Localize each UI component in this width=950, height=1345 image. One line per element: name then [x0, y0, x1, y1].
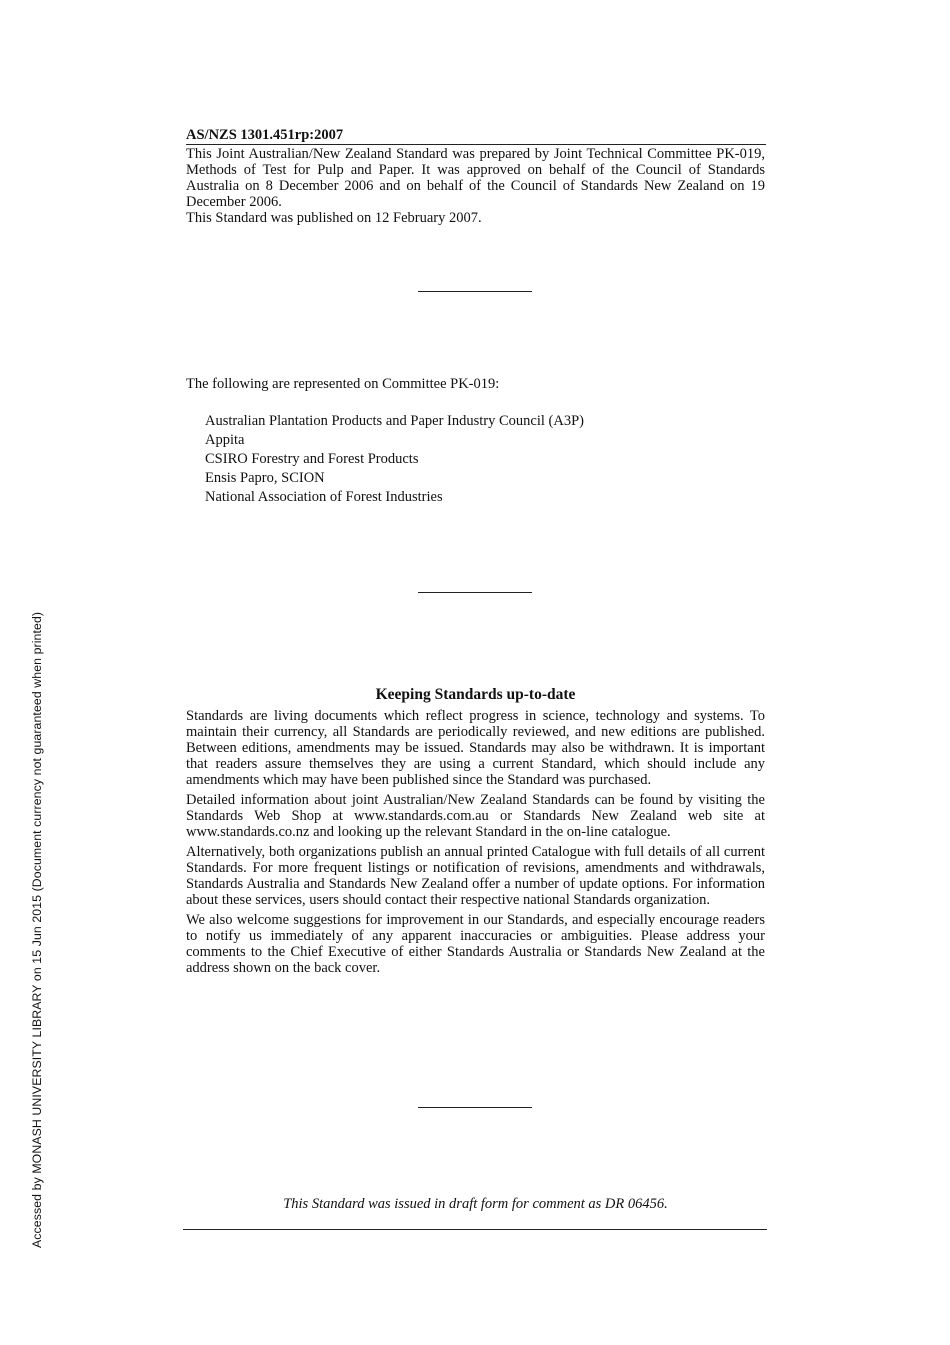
keeping-paragraph: Alternatively, both organizations publish an annual printed Catalogue with full details of all current Standards. For more frequent listings or notification of revisions, amendments and withdrawals, Standards Australia and Standards New Zealand offer a number of update options. For information about these services, users should contact their respective national Standards organization. — [186, 844, 765, 908]
keeping-paragraph: Detailed information about joint Australian/New Zealand Standards can be found by visiting the Standards Web Shop at www.standards.com.au or Standards New Zealand web site at www.standards.co.nz and looking up the relevant Standard in the on-line catalogue. — [186, 792, 765, 840]
committee-intro: The following are represented on Committee PK-019: — [186, 376, 500, 392]
section-divider — [418, 291, 532, 292]
standard-id: AS/NZS 1301.451rp:2007 — [186, 127, 344, 143]
keeping-paragraph: We also welcome suggestions for improvement in our Standards, and especially encourage readers to notify us immediately of any apparent inaccuracies or ambiguities. Please address your comments to the Chief Executive of either Standards Australia or Standards New Zealand at the address shown on the back cover. — [186, 912, 765, 976]
section-divider — [418, 1107, 532, 1108]
keeping-heading: Keeping Standards up-to-date — [375, 686, 576, 703]
publication-date-paragraph: This Standard was published on 12 February 2007. — [186, 210, 482, 226]
committee-member-list — [205, 412, 584, 507]
committee-member: CSIRO Forestry and Forest Products — [205, 451, 419, 467]
keeping-section — [186, 708, 765, 980]
committee-member: National Association of Forest Industries — [205, 489, 443, 505]
keeping-paragraph: Standards are living documents which reflect progress in science, technology and systems. To maintain their currency, all Standards are periodically reviewed, and new editions are published. Between editions, amendments may be issued. Standards may also be withdrawn. It is important that readers assure themselves they are using a current Standard, which should include any amendments which may have been published since the Standard was purchased. — [186, 708, 765, 788]
committee-member: Australian Plantation Products and Paper Industry Council (A3P) — [205, 413, 584, 429]
committee-member: Ensis Papro, SCION — [205, 470, 325, 486]
draft-note: This Standard was issued in draft form for comment as DR 06456. — [283, 1196, 668, 1212]
preparation-paragraph: This Joint Australian/New Zealand Standard was prepared by Joint Technical Committee PK-019, Methods of Test for Pulp and Paper. It was approved on behalf of the Council of Standards Australia on 8 December 2006 and on behalf of the Council of Standards New Zealand on 19 December 2006. — [186, 146, 765, 210]
committee-member: Appita — [205, 432, 245, 448]
preparation-section — [186, 146, 765, 226]
header-rule — [186, 144, 766, 145]
footer-rule — [183, 1229, 767, 1230]
section-divider — [418, 592, 532, 593]
access-watermark: Accessed by MONASH UNIVERSITY LIBRARY on 15 Jun 2015 (Document currency not guaranteed when printed) — [30, 611, 44, 1248]
